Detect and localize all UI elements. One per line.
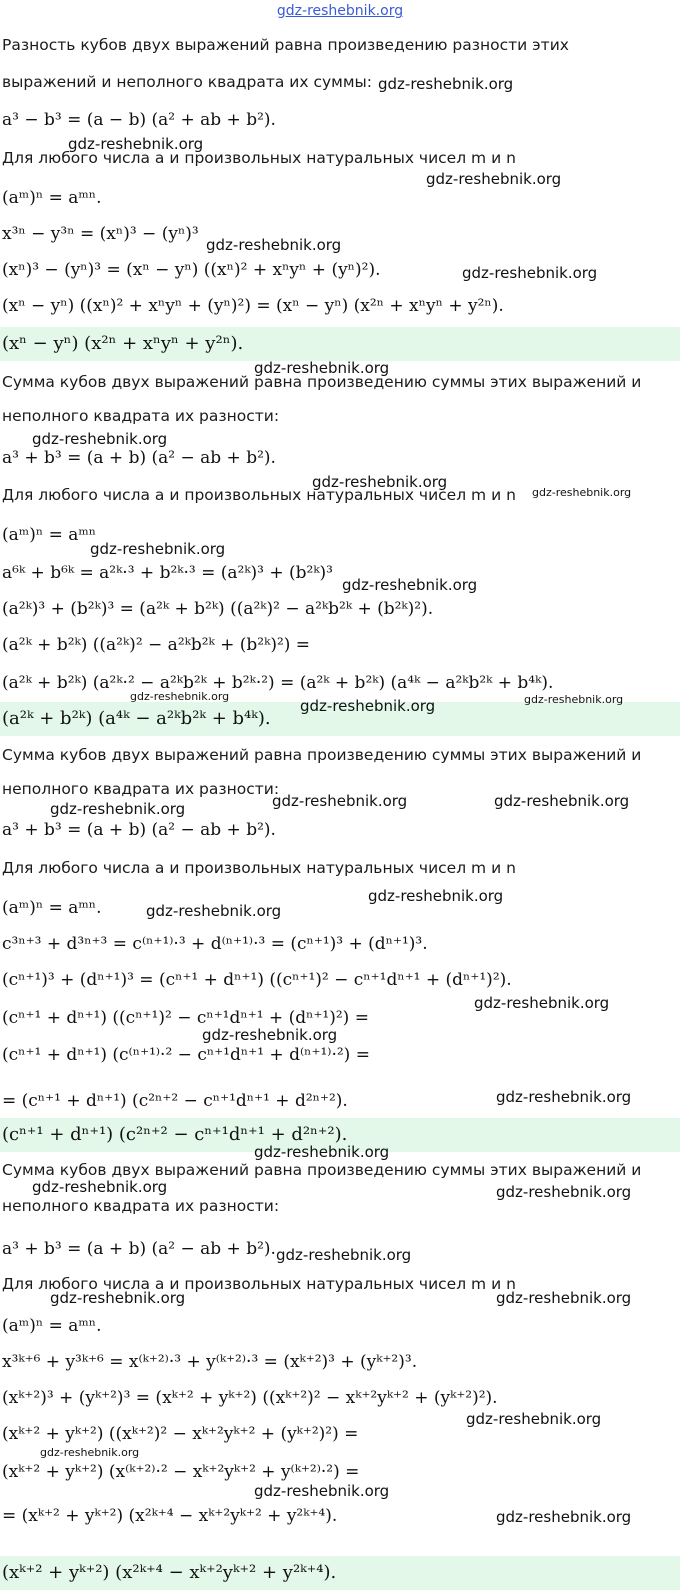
- s3-step-2: (cⁿ⁺¹)³ + (dⁿ⁺¹)³ = (cⁿ⁺¹ + dⁿ⁺¹) ((cⁿ⁺¹)² − cⁿ⁺¹dⁿ⁺¹ + (dⁿ⁺¹)²).: [2, 970, 512, 990]
- s2-text-1: Сумма кубов двух выражений равна произведению суммы этих выражений и: [2, 373, 642, 391]
- s2-formula: a³ + b³ = (a + b) (a² − ab + b²).: [2, 448, 276, 468]
- s2-step-3: (a²ᵏ + b²ᵏ) ((a²ᵏ)² − a²ᵏb²ᵏ + (b²ᵏ)²) =: [2, 635, 311, 655]
- s2-step-1: a⁶ᵏ + b⁶ᵏ = a²ᵏ·³ + b²ᵏ·³ = (a²ᵏ)³ + (b²ᵏ)³: [2, 563, 334, 583]
- s4-text-2: неполного квадрата их разности:: [2, 1197, 280, 1215]
- s4-step-3: (xᵏ⁺² + yᵏ⁺²) ((xᵏ⁺²)² − xᵏ⁺²yᵏ⁺² + (yᵏ⁺²)²) =: [2, 1424, 359, 1444]
- watermark: gdz-reshebnik.org: [466, 1410, 602, 1428]
- watermark: gdz-reshebnik.org: [254, 1482, 390, 1500]
- watermark: gdz-reshebnik.org: [426, 170, 562, 188]
- s1-power-rule: (aᵐ)ⁿ = aᵐⁿ.: [2, 188, 102, 208]
- watermark: gdz-reshebnik.org: [40, 1446, 140, 1459]
- s1-answer: (xⁿ − yⁿ) (x²ⁿ + xⁿyⁿ + y²ⁿ).: [2, 333, 244, 354]
- watermark: gdz-reshebnik.org: [342, 576, 478, 594]
- watermark: gdz-reshebnik.org: [496, 1508, 632, 1526]
- watermark: gdz-reshebnik.org: [300, 697, 436, 715]
- s2-power-rule: (aᵐ)ⁿ = aᵐⁿ: [2, 525, 97, 545]
- s1-text-1: Разность кубов двух выражений равна произведению разности этих: [2, 36, 569, 54]
- watermark: gdz-reshebnik.org: [496, 1183, 632, 1201]
- watermark: gdz-reshebnik.org: [532, 486, 632, 499]
- s2-answer: (a²ᵏ + b²ᵏ) (a⁴ᵏ − a²ᵏb²ᵏ + b⁴ᵏ).: [2, 708, 271, 729]
- watermark: gdz-reshebnik.org: [32, 430, 168, 448]
- watermark: gdz-reshebnik.org: [254, 359, 390, 377]
- site-link[interactable]: gdz-reshebnik.org: [276, 3, 404, 19]
- s1-formula: a³ − b³ = (a − b) (a² + ab + b²).: [2, 110, 276, 130]
- watermark: gdz-reshebnik.org: [524, 693, 624, 706]
- watermark: gdz-reshebnik.org: [130, 690, 230, 703]
- watermark: gdz-reshebnik.org: [368, 887, 504, 905]
- s3-step-4: (cⁿ⁺¹ + dⁿ⁺¹) (c⁽ⁿ⁺¹⁾·² − cⁿ⁺¹dⁿ⁺¹ + d⁽ⁿ⁺¹⁾·²) =: [2, 1045, 370, 1065]
- s4-answer-box: [0, 1556, 680, 1590]
- s4-formula: a³ + b³ = (a + b) (a² − ab + b²).: [2, 1239, 276, 1259]
- watermark: gdz-reshebnik.org: [474, 994, 610, 1012]
- s2-text-2: неполного квадрата их разности:: [2, 407, 280, 425]
- s3-answer: (cⁿ⁺¹ + dⁿ⁺¹) (c²ⁿ⁺² − cⁿ⁺¹dⁿ⁺¹ + d²ⁿ⁺²).: [2, 1124, 348, 1145]
- s1-answer-box: [0, 327, 680, 361]
- watermark: gdz-reshebnik.org: [378, 75, 514, 93]
- s4-text-3: Для любого числа a и произвольных натуральных чисел m и n: [2, 1275, 516, 1293]
- s3-power-rule: (aᵐ)ⁿ = aᵐⁿ.: [2, 898, 102, 918]
- s3-formula: a³ + b³ = (a + b) (a² − ab + b²).: [2, 820, 276, 840]
- watermark: gdz-reshebnik.org: [312, 473, 448, 491]
- watermark: gdz-reshebnik.org: [146, 902, 282, 920]
- watermark: gdz-reshebnik.org: [272, 792, 408, 810]
- watermark: gdz-reshebnik.org: [50, 1289, 186, 1307]
- s4-step-1: x³ᵏ⁺⁶ + y³ᵏ⁺⁶ = x⁽ᵏ⁺²⁾·³ + y⁽ᵏ⁺²⁾·³ = (xᵏ⁺²)³ + (yᵏ⁺²)³.: [2, 1352, 418, 1372]
- watermark: gdz-reshebnik.org: [254, 1143, 390, 1161]
- s4-step-5: = (xᵏ⁺² + yᵏ⁺²) (x²ᵏ⁺⁴ − xᵏ⁺²yᵏ⁺² + y²ᵏ⁺⁴).: [2, 1506, 338, 1526]
- s3-step-3: (cⁿ⁺¹ + dⁿ⁺¹) ((cⁿ⁺¹)² − cⁿ⁺¹dⁿ⁺¹ + (dⁿ⁺¹)²) =: [2, 1008, 369, 1028]
- s2-step-4: (a²ᵏ + b²ᵏ) (a²ᵏ·² − a²ᵏb²ᵏ + b²ᵏ·²) = (a²ᵏ + b²ᵏ) (a⁴ᵏ − a²ᵏb²ᵏ + b⁴ᵏ).: [2, 673, 554, 693]
- watermark: gdz-reshebnik.org: [68, 135, 204, 153]
- watermark: gdz-reshebnik.org: [276, 1246, 412, 1264]
- s3-step-1: c³ⁿ⁺³ + d³ⁿ⁺³ = c⁽ⁿ⁺¹⁾·³ + d⁽ⁿ⁺¹⁾·³ = (cⁿ⁺¹)³ + (dⁿ⁺¹)³.: [2, 934, 428, 954]
- s2-step-2: (a²ᵏ)³ + (b²ᵏ)³ = (a²ᵏ + b²ᵏ) ((a²ᵏ)² − a²ᵏb²ᵏ + (b²ᵏ)²).: [2, 599, 434, 619]
- s1-text-3: Для любого числа a и произвольных натуральных чисел m и n: [2, 149, 516, 167]
- watermark: gdz-reshebnik.org: [496, 1088, 632, 1106]
- s2-text-3: Для любого числа a и произвольных натуральных чисел m и n: [2, 486, 516, 504]
- s3-step-5: = (cⁿ⁺¹ + dⁿ⁺¹) (c²ⁿ⁺² − cⁿ⁺¹dⁿ⁺¹ + d²ⁿ⁺²).: [2, 1091, 348, 1111]
- s4-text-1: Сумма кубов двух выражений равна произведению суммы этих выражений и: [2, 1161, 642, 1179]
- watermark: gdz-reshebnik.org: [90, 540, 226, 558]
- watermark: gdz-reshebnik.org: [202, 1026, 338, 1044]
- s1-step-2: (xⁿ)³ − (yⁿ)³ = (xⁿ − yⁿ) ((xⁿ)² + xⁿyⁿ + (yⁿ)²).: [2, 260, 381, 280]
- watermark: gdz-reshebnik.org: [32, 1178, 168, 1196]
- s4-power-rule: (aᵐ)ⁿ = aᵐⁿ.: [2, 1316, 102, 1336]
- s1-step-1: x³ⁿ − y³ⁿ = (xⁿ)³ − (yⁿ)³: [2, 224, 199, 244]
- watermark: gdz-reshebnik.org: [50, 800, 186, 818]
- watermark: gdz-reshebnik.org: [206, 236, 342, 254]
- s4-step-2: (xᵏ⁺²)³ + (yᵏ⁺²)³ = (xᵏ⁺² + yᵏ⁺²) ((xᵏ⁺²)² − xᵏ⁺²yᵏ⁺² + (yᵏ⁺²)²).: [2, 1388, 498, 1408]
- s1-step-3: (xⁿ − yⁿ) ((xⁿ)² + xⁿyⁿ + (yⁿ)²) = (xⁿ − yⁿ) (x²ⁿ + xⁿyⁿ + y²ⁿ).: [2, 296, 504, 316]
- watermark: gdz-reshebnik.org: [462, 264, 598, 282]
- watermark: gdz-reshebnik.org: [496, 1289, 632, 1307]
- s3-text-3: Для любого числа a и произвольных натуральных чисел m и n: [2, 859, 516, 877]
- s1-text-2: выражений и неполного квадрата их суммы:: [2, 73, 373, 91]
- watermark: gdz-reshebnik.org: [494, 792, 630, 810]
- s3-text-1: Сумма кубов двух выражений равна произведению суммы этих выражений и: [2, 746, 642, 764]
- s4-step-4: (xᵏ⁺² + yᵏ⁺²) (x⁽ᵏ⁺²⁾·² − xᵏ⁺²yᵏ⁺² + y⁽ᵏ⁺²⁾·²) =: [2, 1462, 360, 1482]
- s3-text-2: неполного квадрата их разности:: [2, 780, 280, 798]
- s4-answer: (xᵏ⁺² + yᵏ⁺²) (x²ᵏ⁺⁴ − xᵏ⁺²yᵏ⁺² + y²ᵏ⁺⁴).: [2, 1562, 337, 1583]
